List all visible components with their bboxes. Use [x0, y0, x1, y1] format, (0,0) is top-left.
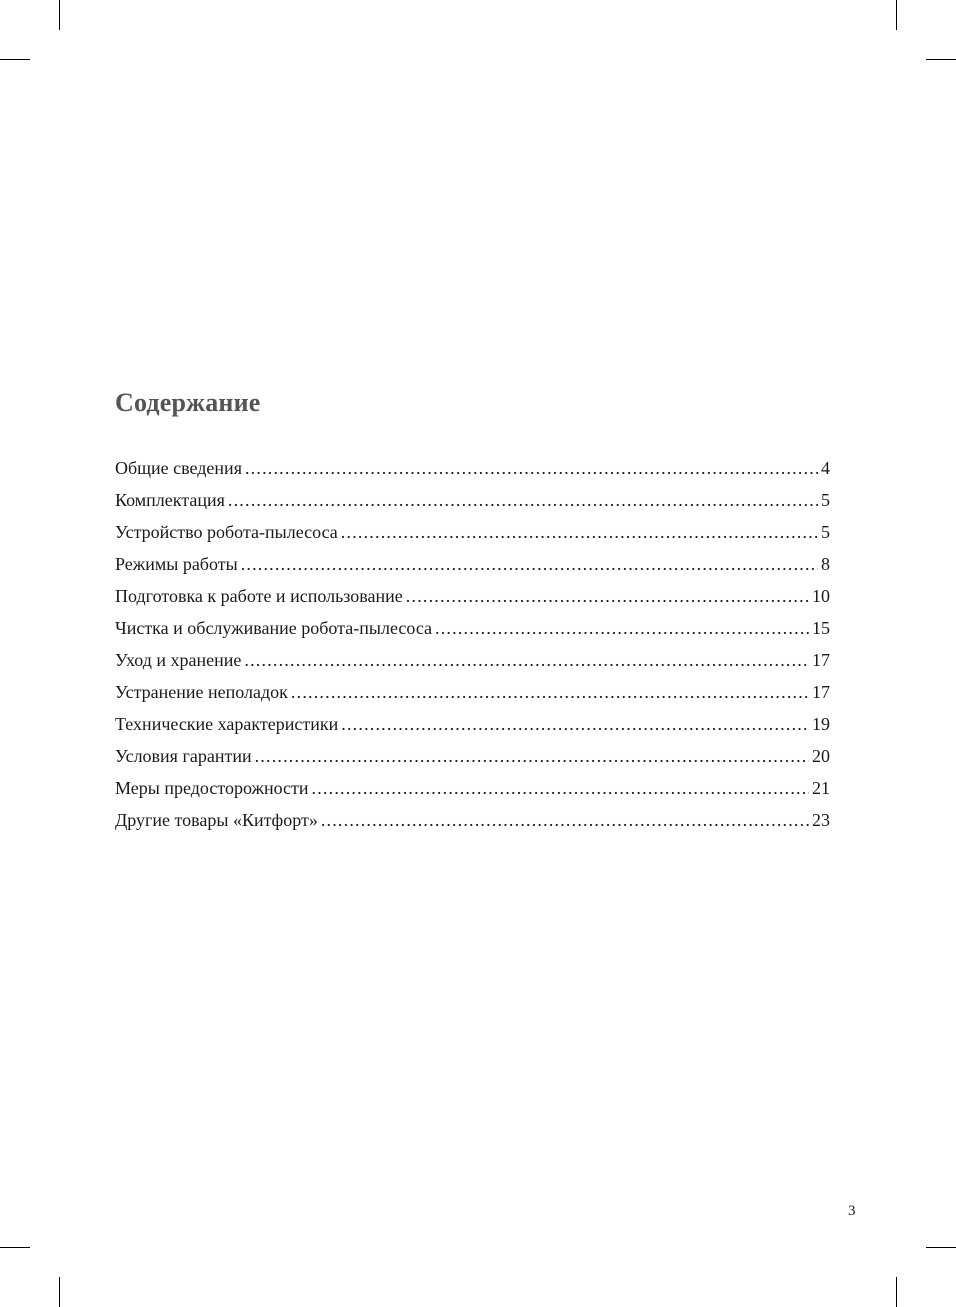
toc-entry-label: Чистка и обслуживание робота-пылесоса: [115, 618, 433, 638]
toc-entry-label: Уход и хранение: [115, 650, 242, 670]
toc-entry-label: Условия гарантии: [115, 746, 252, 766]
toc-entry-page: 5: [821, 490, 830, 510]
toc-entry-label: Другие товары «Китфорт»: [115, 810, 318, 830]
toc-entry-page: 5: [821, 522, 830, 542]
crop-mark-bottom-right-vertical: [896, 1277, 897, 1307]
toc-entry[interactable]: [115, 807, 830, 839]
toc-entry-label: Комплектация: [115, 490, 225, 510]
toc-entry-label: Меры предосторожности: [115, 778, 309, 798]
toc-entry[interactable]: [115, 647, 830, 679]
toc-dot-leader: [435, 615, 809, 641]
crop-mark-top-left-vertical: [59, 0, 60, 30]
toc-entry-label: Режимы работы: [115, 554, 238, 574]
crop-mark-bottom-right-horizontal: [926, 1247, 956, 1248]
crop-mark-top-right-vertical: [896, 0, 897, 30]
crop-mark-bottom-left-vertical: [59, 1277, 60, 1307]
toc-entry[interactable]: [115, 487, 830, 519]
toc-dot-leader: [245, 455, 818, 481]
toc-dot-leader: [341, 711, 809, 737]
toc-entry[interactable]: [115, 743, 830, 775]
toc-entry-label: Технические характеристики: [115, 714, 339, 734]
toc-dot-leader: [341, 519, 818, 545]
toc-entry[interactable]: [115, 551, 830, 583]
page-number: 3: [848, 1203, 856, 1219]
toc-dot-leader: [241, 551, 818, 577]
toc-entry-page: 20: [812, 746, 830, 766]
page-title: Содержание: [115, 388, 261, 417]
toc-dot-leader: [291, 679, 809, 705]
toc-entry-page: 21: [812, 778, 830, 798]
toc-entry-label: Устройство робота-пылесоса: [115, 522, 338, 542]
toc-entry-page: 4: [821, 458, 830, 478]
toc-entry[interactable]: [115, 775, 830, 807]
toc-entry-label: Устранение неполадок: [115, 682, 288, 702]
crop-mark-bottom-left-horizontal: [0, 1247, 30, 1248]
toc-entry-page: 15: [812, 618, 830, 638]
toc-entry[interactable]: [115, 583, 830, 615]
toc-entry[interactable]: [115, 455, 830, 487]
toc-entry-page: 17: [812, 650, 830, 670]
table-of-contents: [115, 455, 830, 839]
crop-mark-top-right-horizontal: [926, 59, 956, 60]
toc-dot-leader: [228, 487, 818, 513]
toc-entry[interactable]: [115, 711, 830, 743]
toc-dot-leader: [321, 807, 809, 833]
toc-entry-page: 23: [812, 810, 830, 830]
toc-dot-leader: [255, 743, 809, 769]
toc-entry[interactable]: [115, 679, 830, 711]
toc-entry-label: Подготовка к работе и использование: [115, 586, 403, 606]
toc-entry-page: 10: [812, 586, 830, 606]
toc-entry-page: 17: [812, 682, 830, 702]
toc-entry-page: 8: [821, 554, 830, 574]
toc-dot-leader: [406, 583, 809, 609]
toc-dot-leader: [244, 647, 809, 673]
toc-entry-page: 19: [812, 714, 830, 734]
toc-dot-leader: [312, 775, 809, 801]
toc-entry[interactable]: [115, 615, 830, 647]
crop-mark-top-left-horizontal: [0, 59, 30, 60]
toc-entry-label: Общие сведения: [115, 458, 242, 478]
toc-entry[interactable]: [115, 519, 830, 551]
